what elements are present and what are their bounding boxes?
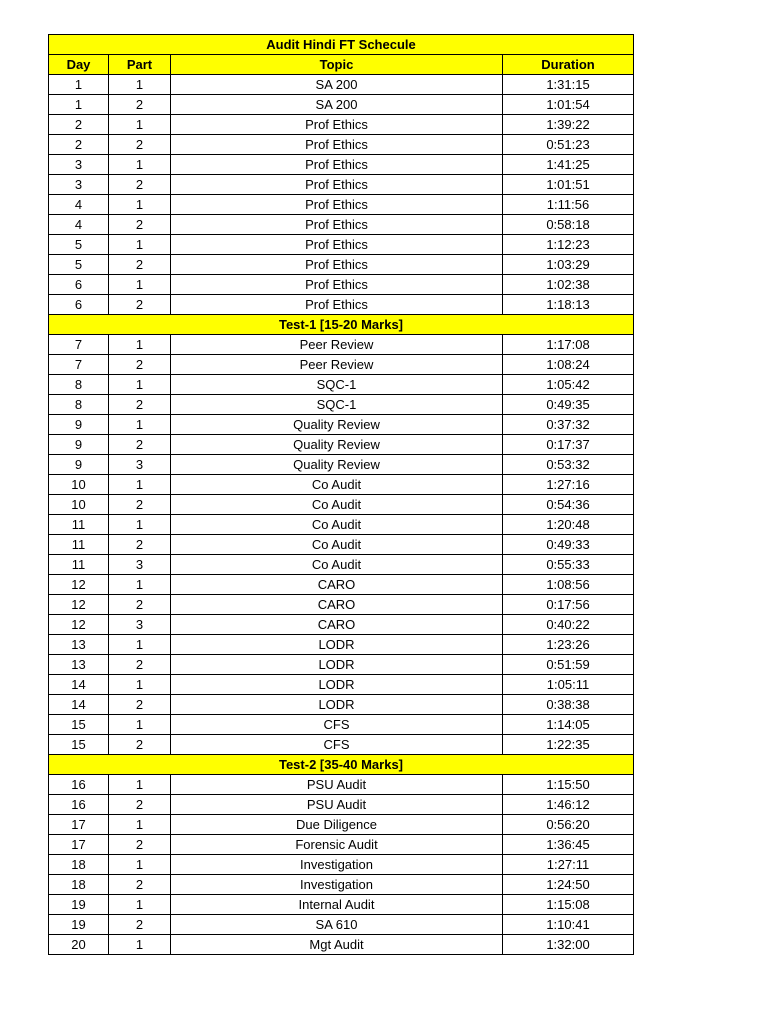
part-cell: 1 xyxy=(109,195,171,215)
topic-cell: SA 200 xyxy=(171,75,503,95)
topic-cell: SA 610 xyxy=(171,915,503,935)
topic-cell: PSU Audit xyxy=(171,795,503,815)
topic-cell: LODR xyxy=(171,675,503,695)
table-row xyxy=(49,675,634,695)
duration-cell: 1:01:51 xyxy=(503,175,634,195)
day-cell: 17 xyxy=(49,835,109,855)
day-cell: 3 xyxy=(49,155,109,175)
day-cell: 6 xyxy=(49,295,109,315)
topic-cell: Prof Ethics xyxy=(171,215,503,235)
part-cell: 1 xyxy=(109,75,171,95)
part-cell: 1 xyxy=(109,895,171,915)
duration-cell: 1:22:35 xyxy=(503,735,634,755)
table-row xyxy=(49,895,634,915)
part-cell: 2 xyxy=(109,395,171,415)
table-row xyxy=(49,595,634,615)
topic-cell: Co Audit xyxy=(171,475,503,495)
topic-cell: Prof Ethics xyxy=(171,295,503,315)
day-cell: 19 xyxy=(49,915,109,935)
duration-cell: 0:51:59 xyxy=(503,655,634,675)
topic-cell: Quality Review xyxy=(171,415,503,435)
table-row xyxy=(49,575,634,595)
table-row xyxy=(49,855,634,875)
part-cell: 3 xyxy=(109,455,171,475)
duration-cell: 1:12:23 xyxy=(503,235,634,255)
duration-cell: 1:11:56 xyxy=(503,195,634,215)
part-cell: 1 xyxy=(109,675,171,695)
table-row xyxy=(49,695,634,715)
schedule-table xyxy=(48,34,634,955)
table-row xyxy=(49,715,634,735)
table-body xyxy=(49,75,634,955)
part-cell: 2 xyxy=(109,355,171,375)
header-topic: Topic xyxy=(171,55,503,75)
duration-cell: 1:15:08 xyxy=(503,895,634,915)
topic-cell: Prof Ethics xyxy=(171,155,503,175)
topic-cell: Prof Ethics xyxy=(171,135,503,155)
topic-cell: CARO xyxy=(171,615,503,635)
header-part: Part xyxy=(109,55,171,75)
table-row xyxy=(49,295,634,315)
topic-cell: CFS xyxy=(171,715,503,735)
topic-cell: Prof Ethics xyxy=(171,255,503,275)
part-cell: 1 xyxy=(109,635,171,655)
topic-cell: SQC-1 xyxy=(171,395,503,415)
duration-cell: 0:37:32 xyxy=(503,415,634,435)
table-title: Audit Hindi FT Schecule xyxy=(49,35,634,55)
table-row xyxy=(49,135,634,155)
day-cell: 19 xyxy=(49,895,109,915)
day-cell: 16 xyxy=(49,775,109,795)
day-cell: 8 xyxy=(49,375,109,395)
table-row xyxy=(49,475,634,495)
topic-cell: Internal Audit xyxy=(171,895,503,915)
table-row xyxy=(49,775,634,795)
table-row xyxy=(49,195,634,215)
duration-cell: 1:08:56 xyxy=(503,575,634,595)
topic-cell: PSU Audit xyxy=(171,775,503,795)
table-row xyxy=(49,615,634,635)
table-row xyxy=(49,355,634,375)
day-cell: 5 xyxy=(49,255,109,275)
day-cell: 5 xyxy=(49,235,109,255)
table-row xyxy=(49,635,634,655)
table-row xyxy=(49,335,634,355)
topic-cell: LODR xyxy=(171,655,503,675)
duration-cell: 1:27:16 xyxy=(503,475,634,495)
table-row xyxy=(49,75,634,95)
part-cell: 2 xyxy=(109,915,171,935)
topic-cell: Peer Review xyxy=(171,335,503,355)
topic-cell: Co Audit xyxy=(171,515,503,535)
part-cell: 1 xyxy=(109,575,171,595)
duration-cell: 1:18:13 xyxy=(503,295,634,315)
day-cell: 7 xyxy=(49,335,109,355)
part-cell: 2 xyxy=(109,835,171,855)
day-cell: 10 xyxy=(49,475,109,495)
part-cell: 2 xyxy=(109,735,171,755)
table-row xyxy=(49,535,634,555)
table-row xyxy=(49,495,634,515)
topic-cell: Mgt Audit xyxy=(171,935,503,955)
topic-cell: Prof Ethics xyxy=(171,235,503,255)
part-cell: 2 xyxy=(109,695,171,715)
duration-cell: 0:54:36 xyxy=(503,495,634,515)
header-row xyxy=(49,55,634,75)
duration-cell: 1:24:50 xyxy=(503,875,634,895)
part-cell: 1 xyxy=(109,715,171,735)
duration-cell: 1:39:22 xyxy=(503,115,634,135)
topic-cell: SQC-1 xyxy=(171,375,503,395)
duration-cell: 1:02:38 xyxy=(503,275,634,295)
table-row xyxy=(49,95,634,115)
table-row xyxy=(49,735,634,755)
day-cell: 14 xyxy=(49,675,109,695)
topic-cell: CARO xyxy=(171,595,503,615)
duration-cell: 1:17:08 xyxy=(503,335,634,355)
table-row xyxy=(49,175,634,195)
topic-cell: Prof Ethics xyxy=(171,115,503,135)
day-cell: 3 xyxy=(49,175,109,195)
day-cell: 8 xyxy=(49,395,109,415)
day-cell: 11 xyxy=(49,555,109,575)
part-cell: 1 xyxy=(109,335,171,355)
day-cell: 12 xyxy=(49,595,109,615)
table-row xyxy=(49,435,634,455)
table-row xyxy=(49,515,634,535)
table-row xyxy=(49,795,634,815)
day-cell: 14 xyxy=(49,695,109,715)
day-cell: 20 xyxy=(49,935,109,955)
duration-cell: 0:58:18 xyxy=(503,215,634,235)
day-cell: 1 xyxy=(49,75,109,95)
topic-cell: Peer Review xyxy=(171,355,503,375)
duration-cell: 0:38:38 xyxy=(503,695,634,715)
topic-cell: Investigation xyxy=(171,875,503,895)
part-cell: 1 xyxy=(109,375,171,395)
part-cell: 1 xyxy=(109,775,171,795)
part-cell: 1 xyxy=(109,155,171,175)
topic-cell: LODR xyxy=(171,635,503,655)
table-row xyxy=(49,915,634,935)
part-cell: 1 xyxy=(109,275,171,295)
part-cell: 2 xyxy=(109,175,171,195)
section-label: Test-2 [35-40 Marks] xyxy=(49,755,634,775)
table-row xyxy=(49,555,634,575)
topic-cell: Prof Ethics xyxy=(171,275,503,295)
topic-cell: LODR xyxy=(171,695,503,715)
table-row xyxy=(49,415,634,435)
part-cell: 2 xyxy=(109,535,171,555)
table-row xyxy=(49,815,634,835)
day-cell: 11 xyxy=(49,515,109,535)
part-cell: 2 xyxy=(109,135,171,155)
day-cell: 12 xyxy=(49,615,109,635)
day-cell: 17 xyxy=(49,815,109,835)
day-cell: 1 xyxy=(49,95,109,115)
duration-cell: 1:05:42 xyxy=(503,375,634,395)
topic-cell: Co Audit xyxy=(171,535,503,555)
duration-cell: 1:23:26 xyxy=(503,635,634,655)
topic-cell: Co Audit xyxy=(171,555,503,575)
part-cell: 2 xyxy=(109,875,171,895)
duration-cell: 1:41:25 xyxy=(503,155,634,175)
topic-cell: CFS xyxy=(171,735,503,755)
day-cell: 11 xyxy=(49,535,109,555)
table-row xyxy=(49,835,634,855)
part-cell: 1 xyxy=(109,415,171,435)
table-row xyxy=(49,935,634,955)
part-cell: 2 xyxy=(109,295,171,315)
duration-cell: 1:46:12 xyxy=(503,795,634,815)
table-row xyxy=(49,155,634,175)
part-cell: 2 xyxy=(109,215,171,235)
day-cell: 13 xyxy=(49,635,109,655)
part-cell: 2 xyxy=(109,595,171,615)
header-duration: Duration xyxy=(503,55,634,75)
topic-cell: Prof Ethics xyxy=(171,195,503,215)
duration-cell: 1:27:11 xyxy=(503,855,634,875)
duration-cell: 0:40:22 xyxy=(503,615,634,635)
topic-cell: Due Diligence xyxy=(171,815,503,835)
topic-cell: Co Audit xyxy=(171,495,503,515)
duration-cell: 1:32:00 xyxy=(503,935,634,955)
table-row xyxy=(49,455,634,475)
topic-cell: Investigation xyxy=(171,855,503,875)
day-cell: 16 xyxy=(49,795,109,815)
day-cell: 7 xyxy=(49,355,109,375)
duration-cell: 0:17:56 xyxy=(503,595,634,615)
section-label: Test-1 [15-20 Marks] xyxy=(49,315,634,335)
header-day: Day xyxy=(49,55,109,75)
day-cell: 18 xyxy=(49,855,109,875)
part-cell: 2 xyxy=(109,655,171,675)
duration-cell: 0:17:37 xyxy=(503,435,634,455)
duration-cell: 1:03:29 xyxy=(503,255,634,275)
day-cell: 9 xyxy=(49,415,109,435)
day-cell: 18 xyxy=(49,875,109,895)
table-row xyxy=(49,395,634,415)
duration-cell: 1:20:48 xyxy=(503,515,634,535)
duration-cell: 1:05:11 xyxy=(503,675,634,695)
part-cell: 1 xyxy=(109,235,171,255)
part-cell: 2 xyxy=(109,495,171,515)
topic-cell: Forensic Audit xyxy=(171,835,503,855)
table-row xyxy=(49,235,634,255)
topic-cell: Prof Ethics xyxy=(171,175,503,195)
duration-cell: 0:53:32 xyxy=(503,455,634,475)
duration-cell: 0:51:23 xyxy=(503,135,634,155)
day-cell: 2 xyxy=(49,115,109,135)
day-cell: 10 xyxy=(49,495,109,515)
section-row xyxy=(49,315,634,335)
duration-cell: 1:01:54 xyxy=(503,95,634,115)
part-cell: 1 xyxy=(109,115,171,135)
title-row xyxy=(49,35,634,55)
table-row xyxy=(49,655,634,675)
part-cell: 2 xyxy=(109,435,171,455)
part-cell: 1 xyxy=(109,855,171,875)
duration-cell: 0:49:35 xyxy=(503,395,634,415)
part-cell: 2 xyxy=(109,255,171,275)
topic-cell: Quality Review xyxy=(171,435,503,455)
duration-cell: 0:55:33 xyxy=(503,555,634,575)
table-row xyxy=(49,115,634,135)
day-cell: 15 xyxy=(49,735,109,755)
part-cell: 1 xyxy=(109,515,171,535)
day-cell: 9 xyxy=(49,435,109,455)
duration-cell: 0:49:33 xyxy=(503,535,634,555)
day-cell: 4 xyxy=(49,195,109,215)
duration-cell: 1:31:15 xyxy=(503,75,634,95)
topic-cell: Quality Review xyxy=(171,455,503,475)
day-cell: 2 xyxy=(49,135,109,155)
day-cell: 15 xyxy=(49,715,109,735)
table-row xyxy=(49,275,634,295)
duration-cell: 1:08:24 xyxy=(503,355,634,375)
duration-cell: 1:15:50 xyxy=(503,775,634,795)
table-row xyxy=(49,255,634,275)
topic-cell: CARO xyxy=(171,575,503,595)
part-cell: 2 xyxy=(109,95,171,115)
day-cell: 6 xyxy=(49,275,109,295)
part-cell: 3 xyxy=(109,615,171,635)
duration-cell: 1:10:41 xyxy=(503,915,634,935)
table-row xyxy=(49,215,634,235)
part-cell: 3 xyxy=(109,555,171,575)
part-cell: 1 xyxy=(109,815,171,835)
topic-cell: SA 200 xyxy=(171,95,503,115)
part-cell: 2 xyxy=(109,795,171,815)
table-row xyxy=(49,375,634,395)
day-cell: 12 xyxy=(49,575,109,595)
day-cell: 13 xyxy=(49,655,109,675)
duration-cell: 1:36:45 xyxy=(503,835,634,855)
day-cell: 9 xyxy=(49,455,109,475)
section-row xyxy=(49,755,634,775)
duration-cell: 1:14:05 xyxy=(503,715,634,735)
day-cell: 4 xyxy=(49,215,109,235)
duration-cell: 0:56:20 xyxy=(503,815,634,835)
part-cell: 1 xyxy=(109,935,171,955)
part-cell: 1 xyxy=(109,475,171,495)
table-row xyxy=(49,875,634,895)
